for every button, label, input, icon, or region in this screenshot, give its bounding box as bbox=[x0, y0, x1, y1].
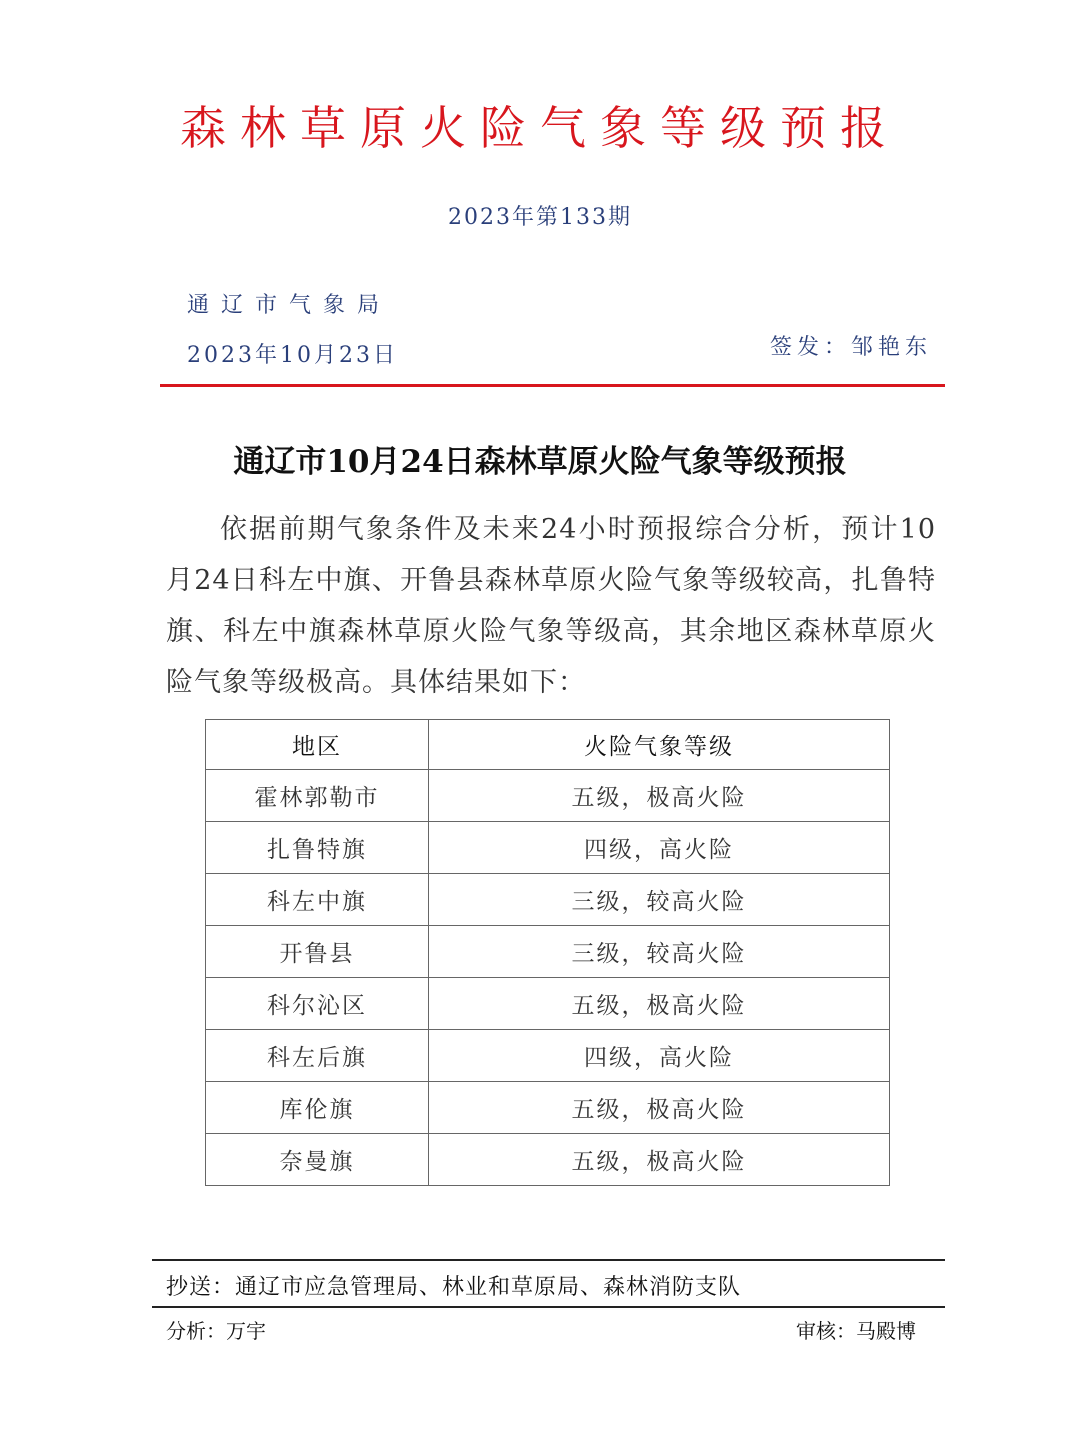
issue-number: 2023年第133期 bbox=[448, 205, 632, 230]
document-title: 通辽市10月24日森林草原火险气象等级预报 bbox=[233, 444, 847, 480]
issue-date: 2023年10月23日 bbox=[187, 343, 398, 368]
footer-divider-middle bbox=[152, 1306, 945, 1308]
region-cell: 科左后旗 bbox=[206, 1030, 429, 1082]
table-row bbox=[206, 978, 890, 1030]
analyst: 分析：万宇 bbox=[166, 1319, 266, 1343]
region-cell: 开鲁县 bbox=[206, 926, 429, 978]
signatory-name: 邹艳东 bbox=[850, 335, 932, 360]
risk-level-cell: 四级，高火险 bbox=[429, 1030, 890, 1082]
risk-level-cell: 五级，极高火险 bbox=[429, 1082, 890, 1134]
signatory bbox=[770, 330, 932, 361]
risk-level-cell: 三级，较高火险 bbox=[429, 926, 890, 978]
risk-level-cell: 五级，极高火险 bbox=[429, 978, 890, 1030]
header-divider bbox=[160, 384, 945, 387]
region-cell: 科尔沁区 bbox=[206, 978, 429, 1030]
region-cell: 库伦旗 bbox=[206, 1082, 429, 1134]
table-row bbox=[206, 1030, 890, 1082]
masthead-title: 森林草原火险气象等级预报 bbox=[180, 101, 900, 155]
risk-level-cell: 五级，极高火险 bbox=[429, 1134, 890, 1186]
table-row bbox=[206, 770, 890, 822]
table-row bbox=[206, 822, 890, 874]
region-cell: 奈曼旗 bbox=[206, 1134, 429, 1186]
fire-risk-table bbox=[205, 719, 890, 1186]
signatory-label: 签发： bbox=[769, 335, 851, 360]
risk-level-cell: 三级，较高火险 bbox=[429, 874, 890, 926]
region-cell: 霍林郭勒市 bbox=[206, 770, 429, 822]
reviewer: 审核：马殿博 bbox=[796, 1319, 916, 1343]
cc-recipients: 抄送：通辽市应急管理局、林业和草原局、森林消防支队 bbox=[166, 1275, 742, 1300]
table-row bbox=[206, 926, 890, 978]
risk-level-cell: 五级，极高火险 bbox=[429, 770, 890, 822]
issuing-agency: 通辽市气象局 bbox=[187, 293, 392, 318]
region-cell: 科左中旗 bbox=[206, 874, 429, 926]
table-header-row bbox=[206, 720, 890, 770]
body-paragraph: 依据前期气象条件及未来24小时预报综合分析，预计10月24日科左中旗、开鲁县森林草原火险气象等级较高，扎鲁特旗、科左中旗森林草原火险气象等级高，其余地区森林草原火险气象等级极高。具体结果如下： bbox=[166, 514, 936, 698]
risk-level-cell: 四级，高火险 bbox=[429, 822, 890, 874]
footer-divider-top bbox=[152, 1259, 945, 1261]
table-row bbox=[206, 874, 890, 926]
header-region: 地区 bbox=[206, 720, 429, 770]
region-cell: 扎鲁特旗 bbox=[206, 822, 429, 874]
header-risk-level: 火险气象等级 bbox=[429, 720, 890, 770]
table-row bbox=[206, 1082, 890, 1134]
table-row bbox=[206, 1134, 890, 1186]
